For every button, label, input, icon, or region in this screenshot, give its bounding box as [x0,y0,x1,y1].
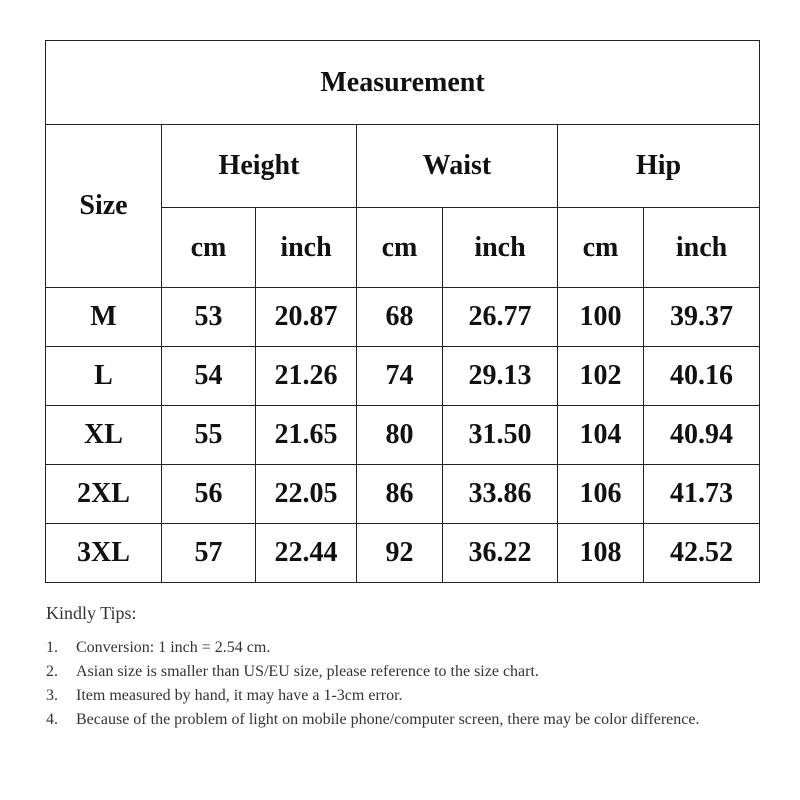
list-item [46,636,766,660]
tip-number: 3. [46,687,58,704]
table-cell: 74 [357,347,443,406]
tip-number: 1. [46,639,58,656]
tip-text: Asian size is smaller than US/EU size, please reference to the size chart. [76,663,539,680]
table-cell: 39.37 [644,288,760,347]
size-column-header: Size [46,125,162,288]
table-cell: 21.65 [256,406,357,465]
list-item [46,660,766,684]
height-group-header: Height [162,125,357,208]
table-cell: 40.16 [644,347,760,406]
hip-group-header: Hip [558,125,760,208]
table-cell: 102 [558,347,644,406]
table-cell: 92 [357,524,443,583]
table-cell: 26.77 [443,288,558,347]
table-cell: 106 [558,465,644,524]
table-cell: 56 [162,465,256,524]
unit-header: cm [558,208,644,288]
table-cell: 80 [357,406,443,465]
table-row [46,465,760,524]
tip-number: 4. [46,711,58,728]
table-cell: 33.86 [443,465,558,524]
table-row [46,406,760,465]
waist-group-header: Waist [357,125,558,208]
table-title: Measurement [46,41,760,125]
tips-list [46,636,766,732]
table-cell: 104 [558,406,644,465]
size-cell: M [46,288,162,347]
table-cell: 21.26 [256,347,357,406]
unit-header: inch [644,208,760,288]
tips-title: Kindly Tips: [46,603,137,623]
table-cell: 108 [558,524,644,583]
table-cell: 40.94 [644,406,760,465]
list-item [46,684,766,708]
list-item [46,708,766,732]
table-row [46,347,760,406]
table-cell: 20.87 [256,288,357,347]
table-cell: 41.73 [644,465,760,524]
table-cell: 36.22 [443,524,558,583]
table-cell: 42.52 [644,524,760,583]
table-cell: 86 [357,465,443,524]
size-cell: 2XL [46,465,162,524]
size-chart-table [45,40,760,583]
table-cell: 29.13 [443,347,558,406]
table-cell: 54 [162,347,256,406]
table-cell: 68 [357,288,443,347]
table-cell: 100 [558,288,644,347]
table-cell: 22.05 [256,465,357,524]
tip-text: Conversion: 1 inch = 2.54 cm. [76,639,271,656]
table-cell: 22.44 [256,524,357,583]
kindly-tips-section [46,603,766,732]
tip-number: 2. [46,663,58,680]
tip-text: Because of the problem of light on mobile phone/computer screen, there may be color difference. [76,711,700,728]
table-cell: 55 [162,406,256,465]
size-cell: XL [46,406,162,465]
tip-text: Item measured by hand, it may have a 1-3cm error. [76,687,403,704]
size-cell: 3XL [46,524,162,583]
unit-header: cm [162,208,256,288]
size-cell: L [46,347,162,406]
unit-header: inch [443,208,558,288]
unit-header: cm [357,208,443,288]
table-cell: 53 [162,288,256,347]
unit-header: inch [256,208,357,288]
table-cell: 31.50 [443,406,558,465]
table-row [46,524,760,583]
table-row [46,288,760,347]
table-cell: 57 [162,524,256,583]
